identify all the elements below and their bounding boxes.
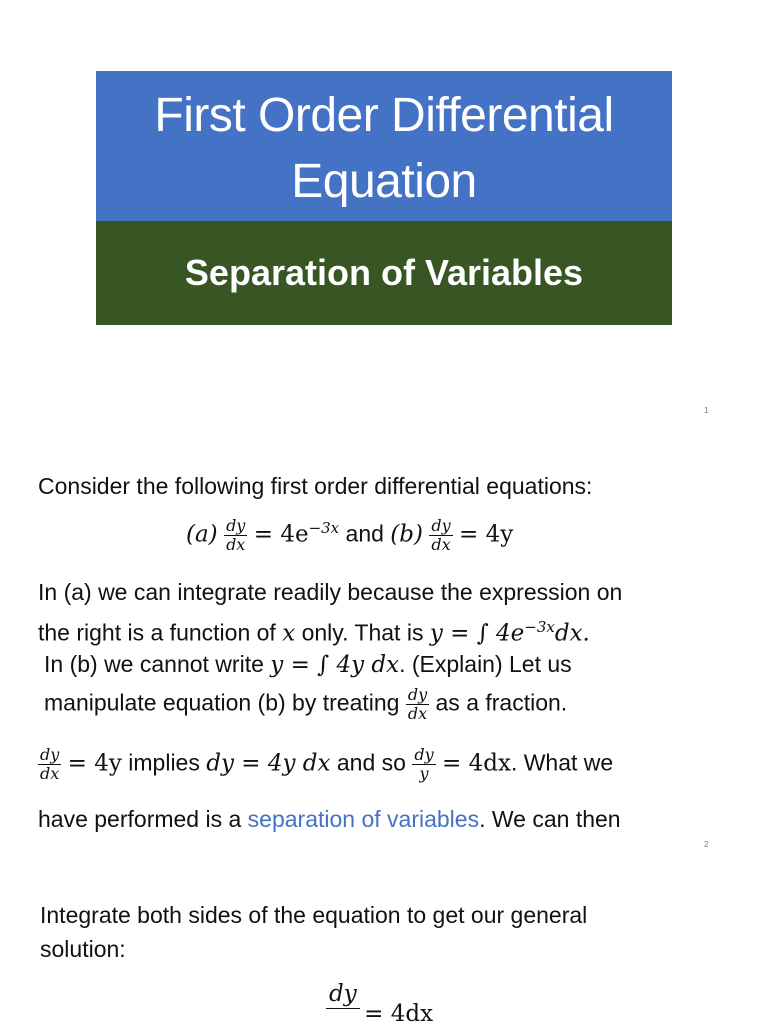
fraction-dy-dx: $\frac{dy}{dx}$ bbox=[407, 685, 428, 723]
fraction-dy-y: $\frac{dy}{y}$ bbox=[414, 745, 434, 783]
eq-b-label: (b) bbox=[390, 521, 423, 548]
fraction-dy: dy bbox=[326, 980, 360, 1009]
body-line-5: $\frac{dy}{dx}$ = 4y implies dy = 4y dx and so $\frac{dy}{y}$ = 4dx. What we bbox=[40, 745, 614, 783]
body-line-4: manipulate equation (b) by treating $\frac{dy}{dx}$ as a fraction. bbox=[44, 685, 568, 723]
fraction-dy-dx: $\frac{dy}{dx}$ bbox=[40, 745, 60, 783]
eq-a-label: (a) bbox=[186, 521, 218, 548]
slide-subtitle: Separation of Variables bbox=[96, 221, 672, 325]
slide-title: First Order Differential Equation bbox=[96, 71, 672, 221]
equations-line: (a) $\frac{dy}{dx}$ = $4e^{-3x}$ and (b) $\frac{dy}{dx}$ = 4y bbox=[186, 516, 514, 555]
page-number: 1 bbox=[704, 406, 709, 415]
separation-of-variables-link[interactable]: separation of variables bbox=[247, 806, 480, 832]
eq-b-rhs: = 4y bbox=[459, 521, 514, 548]
slide3-line-2: solution: bbox=[40, 936, 126, 962]
page-number: 2 bbox=[704, 840, 709, 849]
eq-and: and bbox=[345, 520, 384, 547]
body-line-6: have performed is a separation of variables. We can then bbox=[38, 806, 621, 832]
eq-a-rhs: = 4e bbox=[253, 521, 309, 548]
intro-text: Consider the following first order differential equations: bbox=[38, 473, 593, 499]
body-line-1: In (a) we can integrate readily because the expression on bbox=[38, 579, 623, 605]
slide3-equation: dy = 4dx bbox=[326, 980, 433, 1009]
fraction-dy-dx: $\frac{dy}{dx}$ bbox=[226, 516, 246, 555]
body-line-3: In (b) we cannot write y = ∫ 4y dx. (Explain) Let us bbox=[44, 651, 572, 678]
slide3-line-1: Integrate both sides of the equation to get our general bbox=[40, 902, 588, 928]
body-line-2: the right is a function of x only. That is y = ∫ $4e^{-3x}dx$. bbox=[38, 618, 590, 647]
fraction-dy-dx: $\frac{dy}{dx}$ bbox=[431, 516, 451, 555]
